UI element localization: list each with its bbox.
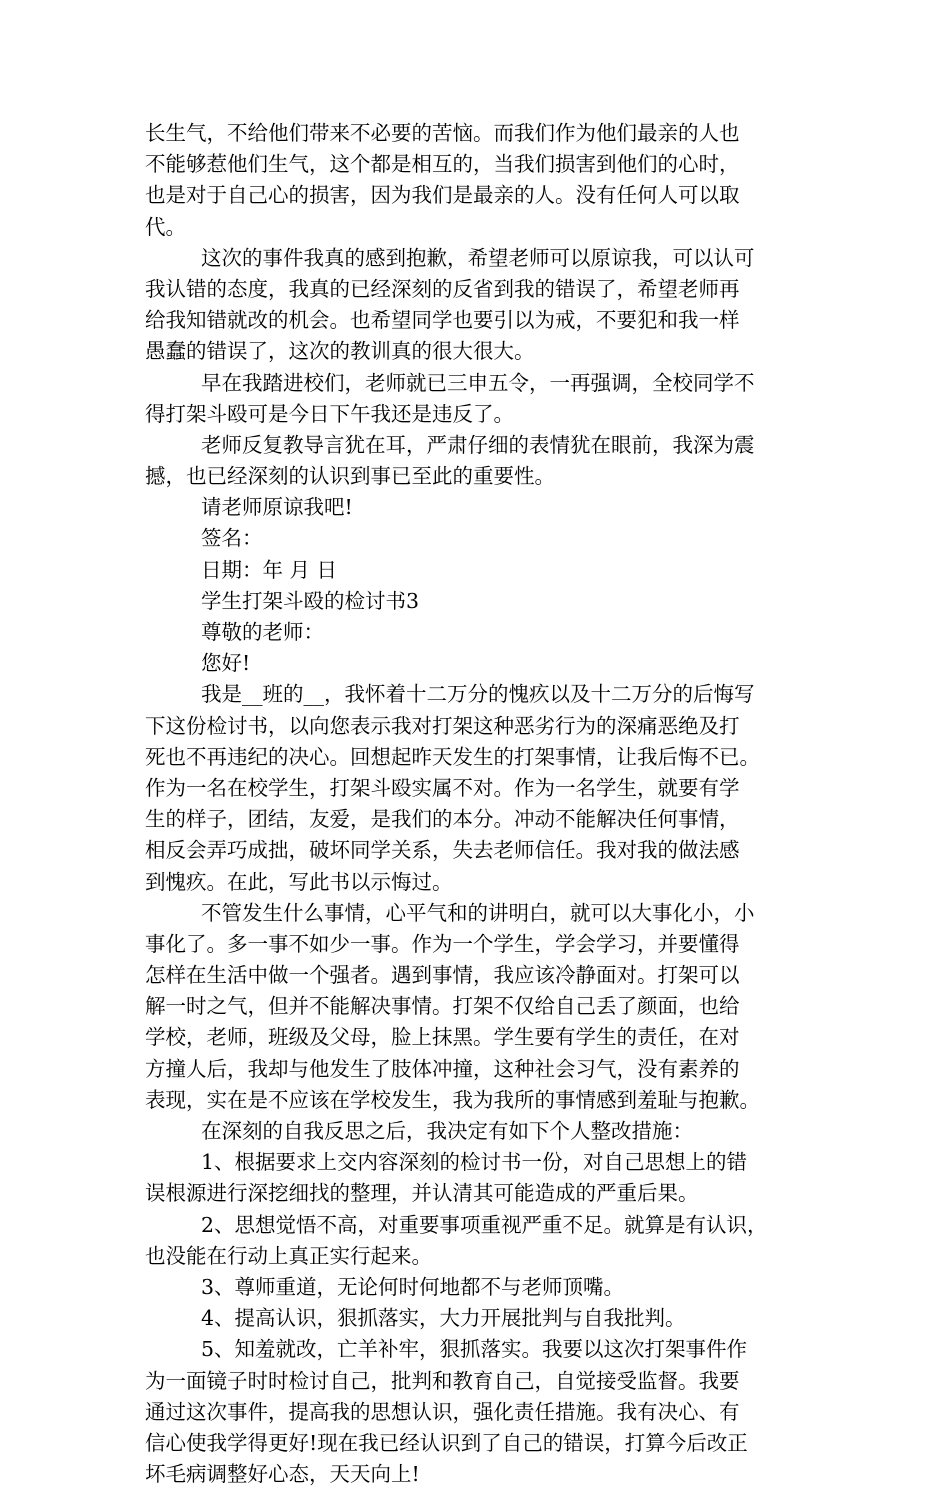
text-line: 这次的事件我真的感到抱歉，希望老师可以原谅我，可以认可	[201, 245, 755, 270]
text-line: 3、尊师重道，无论何时何地都不与老师顶嘴。	[201, 1274, 625, 1299]
text-line: 您好!	[201, 651, 251, 676]
text-line: 误根源进行深挖细找的整理，并认清其可能造成的严重后果。	[145, 1181, 699, 1206]
text-line: 尊敬的老师：	[201, 620, 324, 644]
text-line: 死也不再违纪的决心。回想起昨天发生的打架事情，让我后悔不已。	[145, 744, 760, 769]
text-line: 方撞人后，我却与他发生了肢体冲撞，这种社会习气，没有素养的	[145, 1056, 740, 1081]
text-line: 2、思想觉悟不高，对重要事项重视严重不足。就算是有认识，	[201, 1212, 768, 1237]
text-line: 我认错的态度，我真的已经深刻的反省到我的错误了，希望老师再	[145, 276, 740, 301]
text-line: 作为一名在校学生，打架斗殴实属不对。作为一名学生，就要有学	[145, 775, 740, 800]
text-line: 表现，实在是不应该在学校发生，我为我所的事情感到羞耻与抱歉。	[145, 1087, 760, 1112]
text-line: 相反会弄巧成拙，破坏同学关系，失去老师信任。我对我的做法感	[145, 838, 740, 863]
text-line: 早在我踏进校们，老师就已三申五令，一再强调，全校同学不	[201, 370, 755, 395]
text-line: 通过这次事件，提高我的思想认识，强化责任措施。我有决心、有	[145, 1399, 740, 1424]
text-line: 解一时之气，但并不能解决事情。打架不仅给自己丢了颜面，也给	[145, 994, 740, 1019]
text-line: 不管发生什么事情，心平气和的讲明白，就可以大事化小，小	[201, 900, 755, 925]
text-line: 下这份检讨书，以向您表示我对打架这种恶劣行为的深痛恶绝及打	[145, 713, 740, 738]
text-line: 我是__班的__，我怀着十二万分的愧疚以及十二万分的后悔写	[201, 682, 755, 707]
text-line: 生的样子，团结，友爱，是我们的本分。冲动不能解决任何事情，	[145, 807, 740, 832]
text-line: 1、根据要求上交内容深刻的检讨书一份，对自己思想上的错	[201, 1150, 748, 1175]
text-line: 学校，老师，班级及父母，脸上抹黑。学生要有学生的责任，在对	[145, 1025, 740, 1050]
text-line: 在深刻的自我反思之后，我决定有如下个人整改措施：	[201, 1119, 693, 1143]
text-line: 不能够惹他们生气，这个都是相互的，当我们损害到他们的心时，	[145, 152, 740, 177]
text-line: 到愧疚。在此，写此书以示悔过。	[145, 869, 453, 894]
text-line: 事化了。多一事不如少一事。作为一个学生，学会学习，并要懂得	[145, 931, 740, 956]
text-line: 信心使我学得更好!现在我已经认识到了自己的错误，打算今后改正	[145, 1430, 748, 1455]
text-line: 为一面镜子时时检讨自己，批判和教育自己，自觉接受监督。我要	[145, 1368, 740, 1393]
text-line: 坏毛病调整好心态，天天向上!	[145, 1462, 420, 1487]
text-line: 给我知错就改的机会。也希望同学也要引以为戒，不要犯和我一样	[145, 308, 740, 333]
text-line: 日期：年 月 日	[201, 557, 338, 582]
text-line: 4、提高认识，狠抓落实，大力开展批判与自我批判。	[201, 1306, 686, 1331]
text-line: 撼，也已经深刻的认识到事已至此的重要性。	[145, 464, 555, 489]
text-line: 签名：	[201, 526, 263, 551]
text-line: 愚蠢的错误了，这次的教训真的很大很大。	[145, 339, 535, 364]
text-line: 也没能在行动上真正实行起来。	[145, 1243, 432, 1268]
text-line: 也是对于自己心的损害，因为我们是最亲的人。没有任何人可以取	[145, 183, 740, 208]
text-line: 代。	[145, 214, 186, 239]
text-line: 老师反复教导言犹在耳，严肃仔细的表情犹在眼前，我深为震	[201, 432, 755, 457]
text-line: 学生打架斗殴的检讨书3	[201, 588, 420, 613]
text-line: 5、知羞就改，亡羊补牢，狠抓落实。我要以这次打架事件作	[201, 1337, 748, 1362]
text-line: 长生气，不给他们带来不必要的苦恼。而我们作为他们最亲的人也	[145, 121, 740, 145]
document-body	[145, 118, 815, 1490]
text-line: 得打架斗殴可是今日下午我还是违反了。	[145, 401, 514, 426]
text-line: 怎样在生活中做一个强者。遇到事情，我应该冷静面对。打架可以	[145, 963, 740, 988]
text-line: 请老师原谅我吧!	[201, 495, 353, 520]
